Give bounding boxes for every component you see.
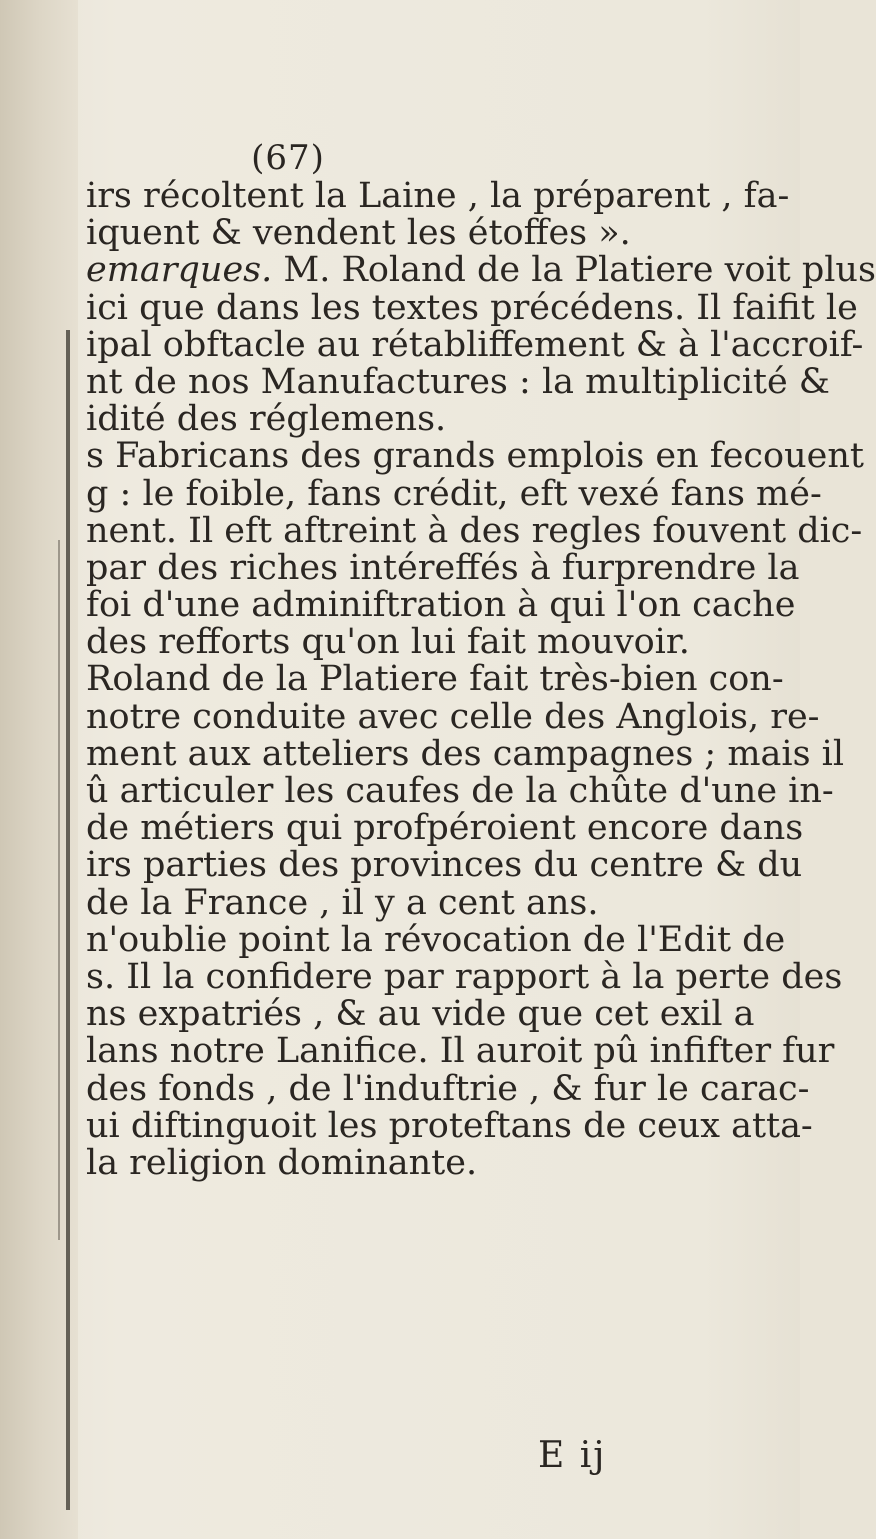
- text-line: par des riches intéreffés à furprendre la: [86, 547, 800, 588]
- text-line: û articuler les caufes de la chûte d'une in-: [86, 771, 834, 811]
- text-line: nent. Il eft aftreint à des regles fouvent dic-: [86, 510, 863, 551]
- text-line: Roland de la Platiere fait très-bien con-: [86, 659, 784, 700]
- text-line: g : le foible, fans crédit, eft vexé fans mé-: [86, 473, 822, 514]
- text-line: lans notre Lanifice. Il auroit pû infifter fur: [86, 1031, 835, 1072]
- text-line-rest: M. Roland de la Platiere voit plus: [272, 250, 876, 291]
- text-line: foi d'une adminiftration à qui l'on cache: [86, 585, 796, 626]
- text-line: la religion dominante.: [86, 1142, 478, 1183]
- body-text: [86, 176, 876, 1183]
- text-line: ui diftinguoit les proteftans de ceux atta-: [86, 1105, 813, 1146]
- signature-mark: E ij: [538, 1435, 607, 1476]
- binding-gutter: [0, 0, 78, 1539]
- text-line: irs récoltent la Laine , la préparent , fa-: [86, 176, 790, 216]
- italic-heading: emarques.: [86, 250, 273, 291]
- text-line: ment aux atteliers des campagnes ; mais il: [86, 733, 845, 774]
- text-line: [86, 250, 876, 291]
- text-line: de la France , il y a cent ans.: [86, 882, 599, 923]
- text-line: ici que dans les textes précédens. Il faifit le: [86, 287, 858, 328]
- text-line: idité des réglemens.: [86, 399, 447, 440]
- text-line: iquent & vendent les étoffes ».: [86, 213, 631, 254]
- gutter-shadow-line-secondary: [58, 540, 60, 1240]
- text-line: n'oublie point la révocation de l'Edit de: [86, 919, 786, 960]
- text-line: de métiers qui profpéroient encore dans: [86, 808, 804, 849]
- text-line: des fonds , de l'induftrie , & fur le carac-: [86, 1068, 810, 1109]
- gutter-shadow-line: [66, 330, 70, 1510]
- text-line: s Fabricans des grands emplois en fecouent: [86, 436, 864, 477]
- text-line: des refforts qu'on lui fait mouvoir.: [86, 622, 690, 663]
- text-line: ipal obftacle au rétabliffement & à l'accroif-: [86, 324, 864, 365]
- text-line: s. Il la confidere par rapport à la perte des: [86, 956, 843, 997]
- text-line: notre conduite avec celle des Anglois, re-: [86, 696, 820, 737]
- text-line: irs parties des provinces du centre & du: [86, 845, 803, 886]
- text-line: ns expatriés , & au vide que cet exil a: [86, 994, 755, 1035]
- text-line: nt de nos Manufactures : la multiplicité &: [86, 361, 830, 402]
- page-number: (67): [251, 138, 325, 178]
